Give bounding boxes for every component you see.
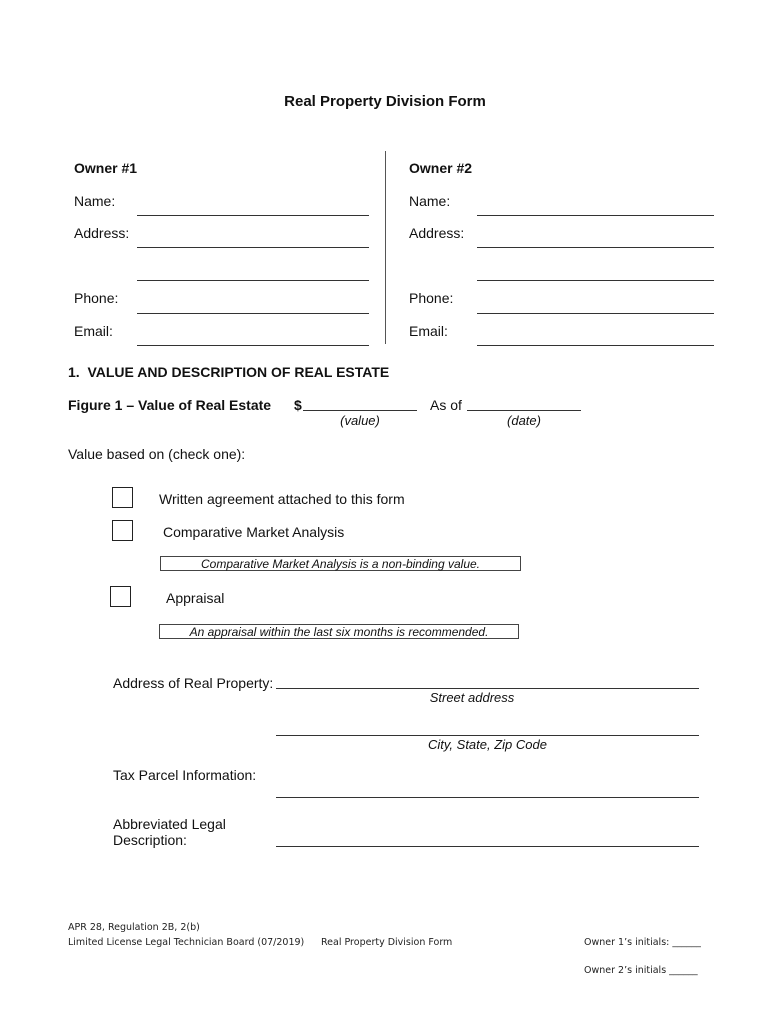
tax-parcel-label: Tax Parcel Information: bbox=[113, 767, 257, 783]
as-of-label: As of bbox=[430, 397, 462, 413]
footer-rule: APR 28, Regulation 2B, 2(b) bbox=[68, 922, 200, 933]
form-title: Real Property Division Form bbox=[284, 93, 486, 110]
owner2-email-label: Email: bbox=[409, 323, 448, 339]
owner2-address-field-2[interactable] bbox=[477, 280, 714, 281]
value-based-label: Value based on (check one): bbox=[68, 446, 246, 462]
city-state-zip-caption: City, State, Zip Code bbox=[428, 737, 547, 752]
comparative-market-analysis-label: Comparative Market Analysis bbox=[163, 524, 345, 540]
owner2-name-field[interactable] bbox=[477, 215, 714, 216]
figure1-label: Figure 1 – Value of Real Estate bbox=[68, 397, 272, 413]
owner1-address-label: Address: bbox=[74, 225, 130, 241]
appraisal-label: Appraisal bbox=[166, 590, 225, 606]
date-field[interactable] bbox=[467, 410, 581, 411]
cma-note: Comparative Market Analysis is a non-binding value. bbox=[160, 556, 521, 571]
owner2-phone-label: Phone: bbox=[409, 290, 454, 306]
section1-heading: 1. VALUE AND DESCRIPTION OF REAL ESTATE bbox=[68, 364, 390, 380]
owner1-address-field-1[interactable] bbox=[137, 247, 369, 248]
written-agreement-label: Written agreement attached to this form bbox=[159, 491, 405, 507]
legal-description-field[interactable] bbox=[276, 846, 699, 847]
column-divider bbox=[385, 151, 386, 344]
owner2-email-field[interactable] bbox=[477, 345, 714, 346]
owner2-initials[interactable]: Owner 2’s initials ______ bbox=[584, 965, 698, 976]
owner2-phone-field[interactable] bbox=[477, 313, 714, 314]
value-field[interactable] bbox=[303, 410, 417, 411]
owner1-name-field[interactable] bbox=[137, 215, 369, 216]
owner1-name-label: Name: bbox=[74, 193, 116, 209]
owner2-name-label: Name: bbox=[409, 193, 451, 209]
owner1-phone-field[interactable] bbox=[137, 313, 369, 314]
legal-description-label-line2: Description: bbox=[113, 832, 187, 848]
owner1-address-field-2[interactable] bbox=[137, 280, 369, 281]
appraisal-note: An appraisal within the last six months is recommended. bbox=[159, 624, 519, 639]
value-caption: (value) bbox=[340, 413, 380, 428]
street-address-caption: Street address bbox=[429, 690, 515, 705]
owner2-address-field-1[interactable] bbox=[477, 247, 714, 248]
owner1-initials[interactable]: Owner 1’s initials: ______ bbox=[584, 937, 701, 948]
comparative-market-analysis-checkbox[interactable] bbox=[112, 520, 133, 541]
owner1-email-field[interactable] bbox=[137, 345, 369, 346]
tax-parcel-field[interactable] bbox=[276, 797, 699, 798]
city-state-zip-field[interactable] bbox=[276, 735, 699, 736]
footer-form-name: Real Property Division Form bbox=[321, 937, 453, 948]
written-agreement-checkbox[interactable] bbox=[112, 487, 133, 508]
owner2-heading: Owner #2 bbox=[409, 160, 473, 176]
dollar-sign: $ bbox=[294, 397, 302, 413]
date-caption: (date) bbox=[507, 413, 541, 428]
street-address-field[interactable] bbox=[276, 688, 699, 689]
footer-board: Limited License Legal Technician Board (07/2019) bbox=[68, 937, 305, 948]
property-address-label: Address of Real Property: bbox=[113, 675, 274, 691]
owner1-phone-label: Phone: bbox=[74, 290, 119, 306]
appraisal-checkbox[interactable] bbox=[110, 586, 131, 607]
owner2-address-label: Address: bbox=[409, 225, 465, 241]
owner1-heading: Owner #1 bbox=[74, 160, 138, 176]
owner1-email-label: Email: bbox=[74, 323, 113, 339]
legal-description-label-line1: Abbreviated Legal bbox=[113, 816, 226, 832]
